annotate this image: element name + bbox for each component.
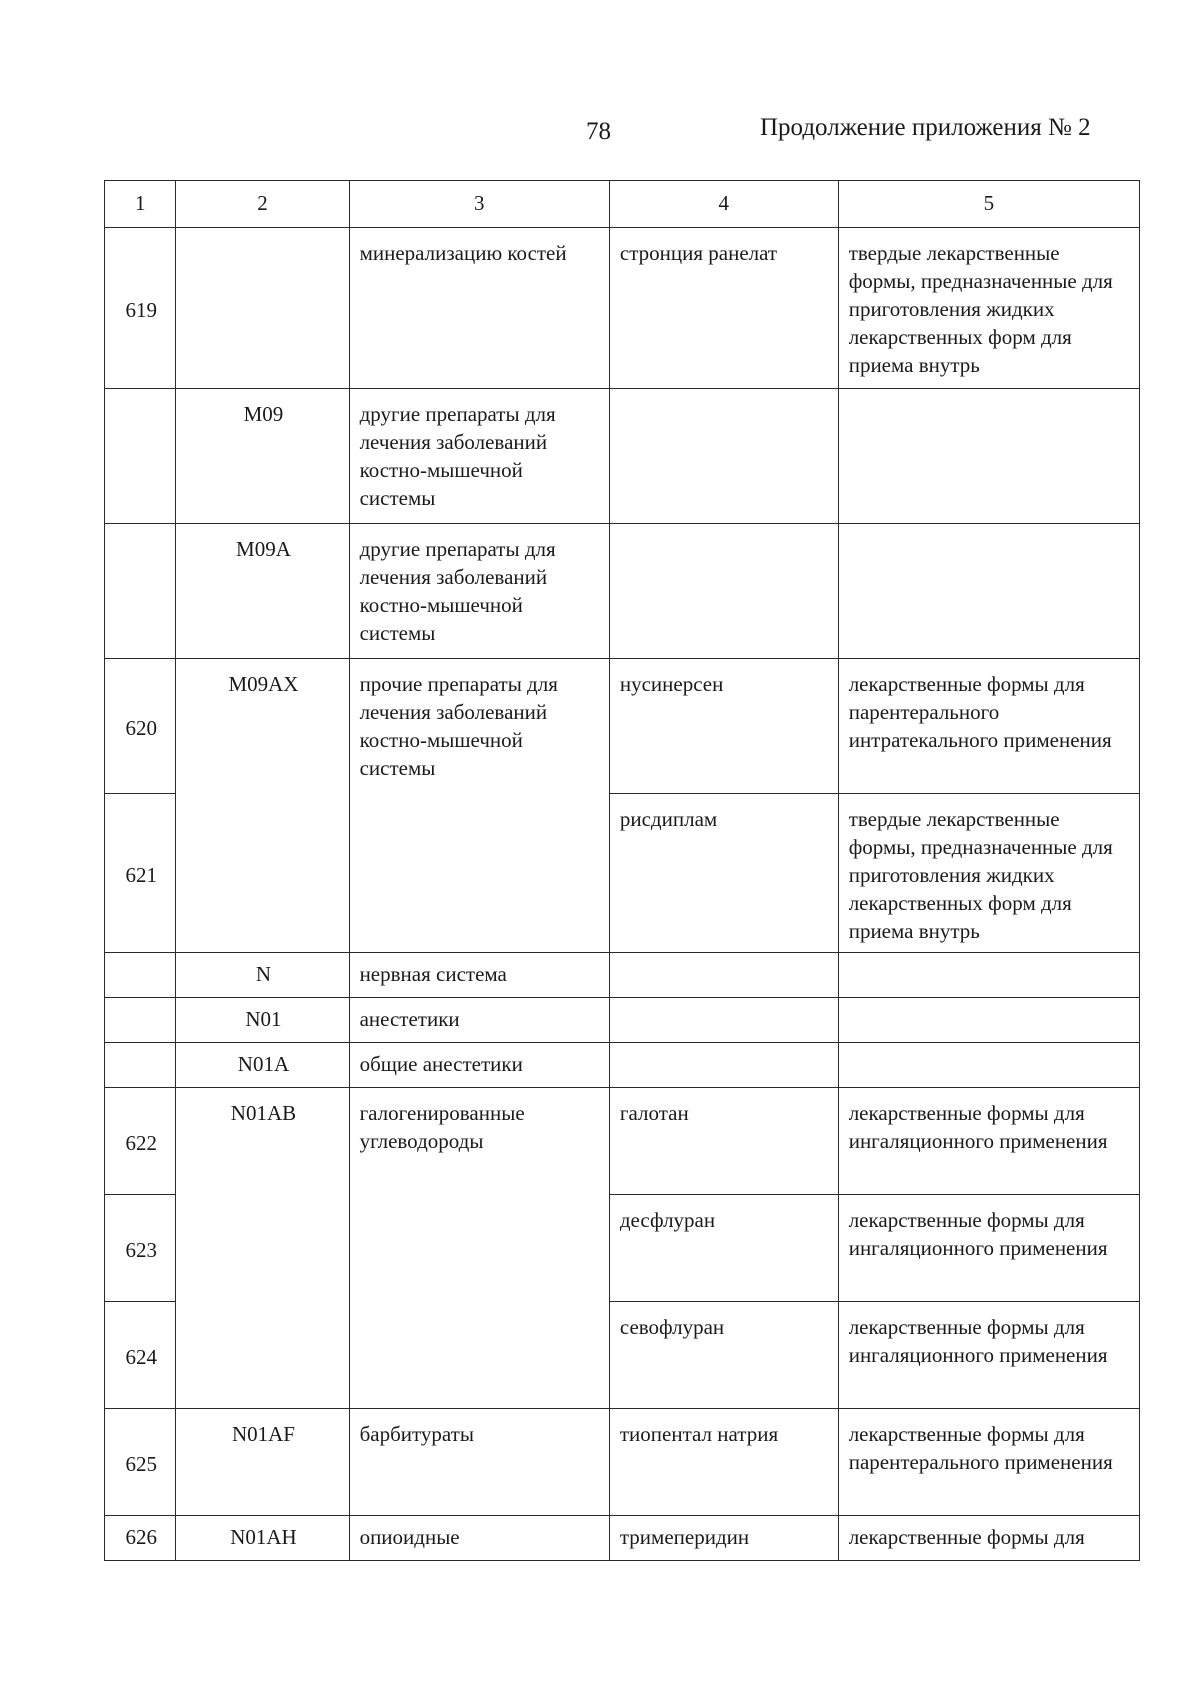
- table-row: [105, 228, 1140, 389]
- table-header-row: [105, 181, 1140, 228]
- atc-group: общие анестетики: [349, 1042, 609, 1087]
- atc-code: N01AH: [176, 1515, 349, 1560]
- atc-code: N01AB: [176, 1087, 349, 1408]
- atc-group: галогенированные углеводороды: [349, 1087, 609, 1408]
- row-number: 621: [105, 794, 176, 953]
- dosage-form: лекарственные формы для ингаляционного применения: [838, 1301, 1139, 1408]
- atc-group: прочие препараты для лечения заболеваний костно-мышечной системы: [349, 659, 609, 953]
- drug-name: [609, 997, 838, 1042]
- row-number: [105, 953, 176, 998]
- row-number: 623: [105, 1194, 176, 1301]
- drug-name: [609, 1042, 838, 1087]
- atc-group: опиоидные: [349, 1515, 609, 1560]
- row-number: 626: [105, 1515, 176, 1560]
- table-row: [105, 953, 1140, 998]
- dosage-form: лекарственные формы для парентерального применения: [838, 1408, 1139, 1515]
- column-header: 3: [349, 181, 609, 228]
- row-number: 622: [105, 1087, 176, 1194]
- table-row: [105, 1042, 1140, 1087]
- dosage-form: [838, 524, 1139, 659]
- table-row: [105, 389, 1140, 524]
- page-number: 78: [586, 118, 611, 145]
- atc-group: другие препараты для лечения заболеваний костно-мышечной системы: [349, 524, 609, 659]
- row-number: [105, 389, 176, 524]
- dosage-form: твердые лекарственные формы, предназначенные для приготовления жидких лекарственных форм для приема внутрь: [838, 794, 1139, 953]
- drug-name: рисдиплам: [609, 794, 838, 953]
- drug-name: стронция ранелат: [609, 228, 838, 389]
- row-number: 620: [105, 659, 176, 794]
- atc-group: нервная система: [349, 953, 609, 998]
- atc-group: минерализацию костей: [349, 228, 609, 389]
- atc-code: M09AX: [176, 659, 349, 953]
- table-row: [105, 1087, 1140, 1194]
- table-row: [105, 659, 1140, 794]
- column-header: 1: [105, 181, 176, 228]
- dosage-form: [838, 997, 1139, 1042]
- dosage-form: лекарственные формы для: [838, 1515, 1139, 1560]
- table-row: [105, 1515, 1140, 1560]
- drug-list-table: [104, 180, 1140, 1561]
- atc-code: N01: [176, 997, 349, 1042]
- atc-group: барбитураты: [349, 1408, 609, 1515]
- atc-code: M09: [176, 389, 349, 524]
- drug-name: [609, 953, 838, 998]
- row-number: [105, 1042, 176, 1087]
- atc-group: другие препараты для лечения заболеваний костно-мышечной системы: [349, 389, 609, 524]
- row-number: [105, 997, 176, 1042]
- drug-name: тримеперидин: [609, 1515, 838, 1560]
- dosage-form: [838, 953, 1139, 998]
- drug-name: десфлуран: [609, 1194, 838, 1301]
- row-number: 619: [105, 228, 176, 389]
- atc-code: [176, 228, 349, 389]
- column-header: 2: [176, 181, 349, 228]
- row-number: [105, 524, 176, 659]
- atc-code: M09A: [176, 524, 349, 659]
- atc-code: N01A: [176, 1042, 349, 1087]
- drug-name: севофлуран: [609, 1301, 838, 1408]
- dosage-form: [838, 389, 1139, 524]
- column-header: 5: [838, 181, 1139, 228]
- dosage-form: твердые лекарственные формы, предназначенные для приготовления жидких лекарственных форм для приема внутрь: [838, 228, 1139, 389]
- drug-name: галотан: [609, 1087, 838, 1194]
- row-number: 624: [105, 1301, 176, 1408]
- table-row: [105, 997, 1140, 1042]
- drug-name: [609, 524, 838, 659]
- drug-name: тиопентал натрия: [609, 1408, 838, 1515]
- atc-code: N01AF: [176, 1408, 349, 1515]
- drug-name: [609, 389, 838, 524]
- dosage-form: лекарственные формы для ингаляционного применения: [838, 1087, 1139, 1194]
- table-row: [105, 1408, 1140, 1515]
- table-row: [105, 524, 1140, 659]
- continuation-title: Продолжение приложения № 2: [760, 114, 1091, 141]
- drug-name: нусинерсен: [609, 659, 838, 794]
- dosage-form: лекарственные формы для парентерального интратекального применения: [838, 659, 1139, 794]
- atc-code: N: [176, 953, 349, 998]
- row-number: 625: [105, 1408, 176, 1515]
- dosage-form: [838, 1042, 1139, 1087]
- column-header: 4: [609, 181, 838, 228]
- atc-group: анестетики: [349, 997, 609, 1042]
- dosage-form: лекарственные формы для ингаляционного применения: [838, 1194, 1139, 1301]
